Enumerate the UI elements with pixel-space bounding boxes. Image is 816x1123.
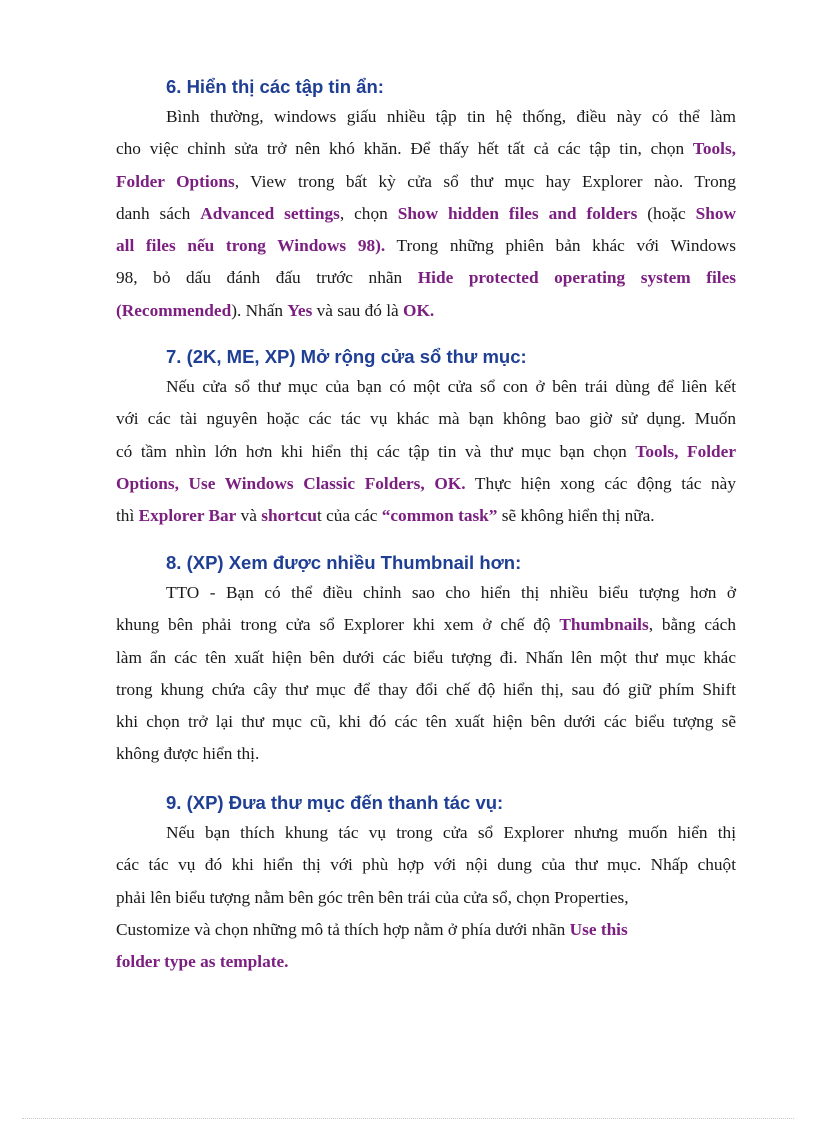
text-run: , bằng cách xyxy=(648,615,736,635)
highlighted-term: Use this xyxy=(569,919,628,939)
section-hidden-files xyxy=(116,73,736,327)
paragraph-line xyxy=(116,436,736,468)
text-run: Customize và chọn những mô tả thích hợp nằm ở phía dưới nhãn xyxy=(116,919,570,939)
text-run: phải lên biểu tượng nằm bên góc trên bên trái của cửa sổ, chọn Properties, xyxy=(116,887,629,907)
text-run: sẽ không hiển thị nữa. xyxy=(497,506,655,526)
section-heading: 7. (2K, ME, XP) Mở rộng cửa sổ thư mục: xyxy=(166,346,527,367)
text-run: cho việc chỉnh sửa trở nên khó khăn. Để thấy hết tất cả các tập tin, chọn xyxy=(116,139,693,159)
highlighted-term: Hide protected operating system files xyxy=(417,268,736,288)
text-run: 98, bỏ dấu đánh đấu trước nhãn xyxy=(116,268,418,288)
paragraph-line xyxy=(116,577,736,609)
highlighted-term: Yes xyxy=(287,300,313,320)
highlighted-term: Options, Use Windows Classic Folders, OK. xyxy=(116,473,466,493)
text-run: Nếu bạn thích khung tác vụ trong cửa sổ Explorer nhưng muốn hiển thị xyxy=(166,823,736,842)
text-run: thì xyxy=(116,506,139,526)
text-run: danh sách xyxy=(116,203,201,223)
paragraph-line xyxy=(116,674,736,706)
text-run: t của các xyxy=(316,506,382,526)
highlighted-term: Thumbnails xyxy=(559,615,649,635)
paragraph-line xyxy=(116,230,736,262)
text-run: làm ẩn các tên xuất hiện bên dưới các biểu tượng đi. Nhấn lên một thư mục khác xyxy=(116,647,736,667)
text-run: với các tài nguyên hoặc các tác vụ khác mà bạn không bao giờ sử dụng. Muốn xyxy=(116,409,736,429)
paragraph-line xyxy=(116,101,736,133)
paragraph-line xyxy=(116,403,736,435)
paragraph-line xyxy=(116,133,736,165)
paragraph-line xyxy=(116,642,736,674)
paragraph-line xyxy=(116,609,736,641)
text-run: Thực hiện xong các động tác này xyxy=(465,473,736,493)
section-heading: 8. (XP) Xem được nhiều Thumbnail hơn: xyxy=(166,552,522,573)
text-run: và sau đó là xyxy=(312,300,404,320)
section-more-thumbnails xyxy=(116,549,736,771)
text-run: các tác vụ đó khi hiển thị với phù hợp với nội dung của thư mục. Nhấp chuột xyxy=(116,855,736,875)
text-run: (hoặc xyxy=(637,203,696,223)
highlighted-term: “common task” xyxy=(381,506,498,526)
highlighted-term: folder type as template. xyxy=(116,952,289,972)
paragraph-line xyxy=(116,468,736,500)
paragraph-line xyxy=(116,706,736,738)
highlighted-term: Explorer Bar xyxy=(138,506,237,526)
section-paragraph xyxy=(116,817,736,978)
paragraph-line xyxy=(116,914,736,946)
text-run: , chọn xyxy=(339,203,398,223)
text-run: , View trong bất kỳ cửa sổ thư mục hay Explorer nào. Trong xyxy=(234,171,737,191)
paragraph-line xyxy=(116,849,736,881)
paragraph-line xyxy=(116,817,736,849)
highlighted-term: (Recommended xyxy=(116,300,232,320)
text-run: Trong những phiên bản khác với Windows xyxy=(385,236,736,256)
highlighted-term: Show hidden files and folders xyxy=(397,203,638,223)
section-paragraph xyxy=(116,577,736,771)
section-heading: 9. (XP) Đưa thư mục đến thanh tác vụ: xyxy=(166,792,504,813)
paragraph-line xyxy=(116,262,736,294)
paragraph-line xyxy=(116,295,736,327)
page-bottom-rule xyxy=(22,1118,794,1119)
highlighted-term: Tools, xyxy=(692,139,736,159)
text-run: có tầm nhìn lớn hơn khi hiển thị các tập tin và thư mục bạn chọn xyxy=(116,441,636,461)
paragraph-line xyxy=(116,946,736,978)
highlighted-term: OK. xyxy=(403,300,435,320)
text-run: khi chọn trở lại thư mục cũ, khi đó các tên xuất hiện bên dưới các biểu tượng sẽ xyxy=(116,712,736,732)
text-run: và xyxy=(236,506,262,526)
highlighted-term: Advanced settings xyxy=(200,203,340,223)
highlighted-term: Tools, Folder xyxy=(635,441,736,461)
text-run: ). Nhấn xyxy=(231,300,288,320)
section-paragraph xyxy=(116,371,736,532)
section-paragraph xyxy=(116,101,736,327)
text-run: trong khung chứa cây thư mục để thay đổi chế độ hiển thị, sau đó giữ phím Shift xyxy=(116,679,736,699)
text-run: TTO - Bạn có thể điều chỉnh sao cho hiển thị nhiều biểu tượng hơn ở xyxy=(166,583,736,602)
section-expand-folder-window xyxy=(116,343,736,532)
highlighted-term: Folder Options xyxy=(116,171,235,191)
paragraph-line xyxy=(116,371,736,403)
highlighted-term: shortcu xyxy=(261,506,317,526)
section-folder-to-taskbar xyxy=(116,789,736,978)
text-run: không được hiển thị. xyxy=(116,744,260,764)
text-run: Nếu cửa sổ thư mục của bạn có một cửa sổ con ở bên trái dùng để liên kết xyxy=(166,377,736,396)
text-run: Bình thường, windows giấu nhiều tập tin hệ thống, điều này có thể làm xyxy=(166,107,736,126)
section-heading: 6. Hiển thị các tập tin ẩn: xyxy=(166,76,384,97)
highlighted-term: all files nếu trong Windows 98). xyxy=(116,236,386,256)
paragraph-line xyxy=(116,882,736,914)
highlighted-term: Show xyxy=(695,203,736,223)
text-run: khung bên phải trong cửa sổ Explorer khi xem ở chế độ xyxy=(116,615,560,635)
paragraph-line xyxy=(116,198,736,230)
paragraph-line xyxy=(116,738,736,770)
paragraph-line xyxy=(116,166,736,198)
paragraph-line xyxy=(116,500,736,532)
